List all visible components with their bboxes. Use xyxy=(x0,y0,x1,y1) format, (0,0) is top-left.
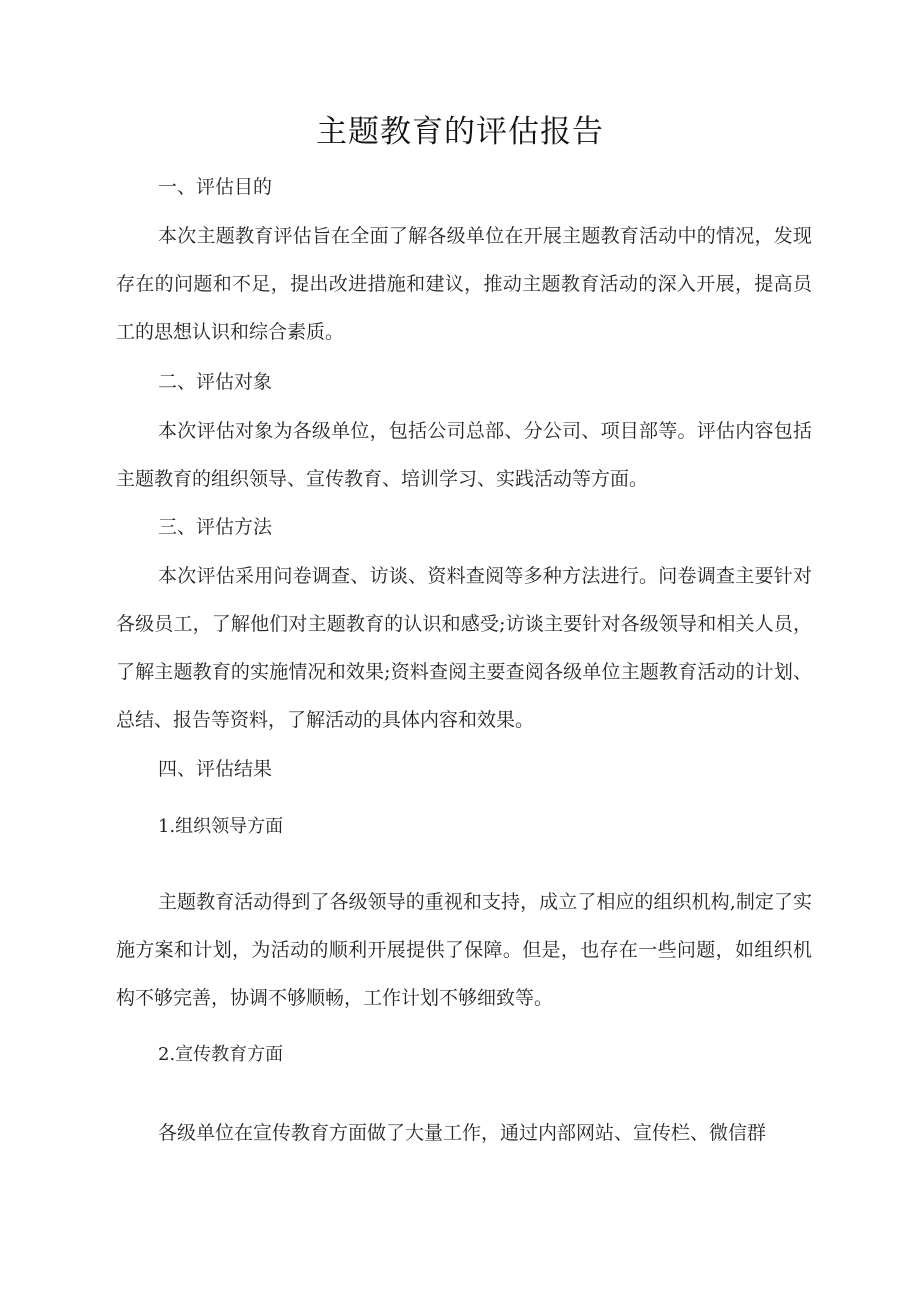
section-paragraph-method: 本次评估采用问卷调查、访谈、资料查阅等多种方法进行。问卷调查主要针对各级员工，了解他们对主题教育的认识和感受;访谈主要针对各级领导和相关人员，了解主题教育的实施情况和效果;资料查阅主要查阅各级单位主题教育活动的计划、总结、报告等资料，了解活动的具体内容和效果。 xyxy=(116,565,812,731)
subsection-heading-publicity: 2.宣传教育方面 xyxy=(158,1044,284,1065)
document-title: 主题教育的评估报告 xyxy=(316,114,604,150)
subsection-heading-organization: 1.组织领导方面 xyxy=(158,816,284,837)
section-heading-subject: 二、评估对象 xyxy=(158,371,273,393)
section-paragraph-subject: 本次评估对象为各级单位，包括公司总部、分公司、项目部等。评估内容包括主题教育的组织领导、宣传教育、培训学习、实践活动等方面。 xyxy=(116,420,812,490)
section-paragraph-purpose: 本次主题教育评估旨在全面了解各级单位在开展主题教育活动中的情况，发现存在的问题和不足，提出改进措施和建议，推动主题教育活动的深入开展，提高员工的思想认识和综合素质。 xyxy=(116,225,812,343)
section-heading-method: 三、评估方法 xyxy=(158,516,273,538)
section-heading-purpose: 一、评估目的 xyxy=(158,176,273,198)
subsection-paragraph-publicity: 各级单位在宣传教育方面做了大量工作，通过内部网站、宣传栏、微信群 xyxy=(158,1122,767,1144)
section-heading-results: 四、评估结果 xyxy=(158,758,273,780)
subsection-paragraph-organization: 主题教育活动得到了各级领导的重视和支持，成立了相应的组织机构,制定了实施方案和计划，为活动的顺利开展提供了保障。但是，也存在一些问题，如组织机构不够完善，协调不够顺畅，工作计划不够细致等。 xyxy=(116,891,812,1009)
